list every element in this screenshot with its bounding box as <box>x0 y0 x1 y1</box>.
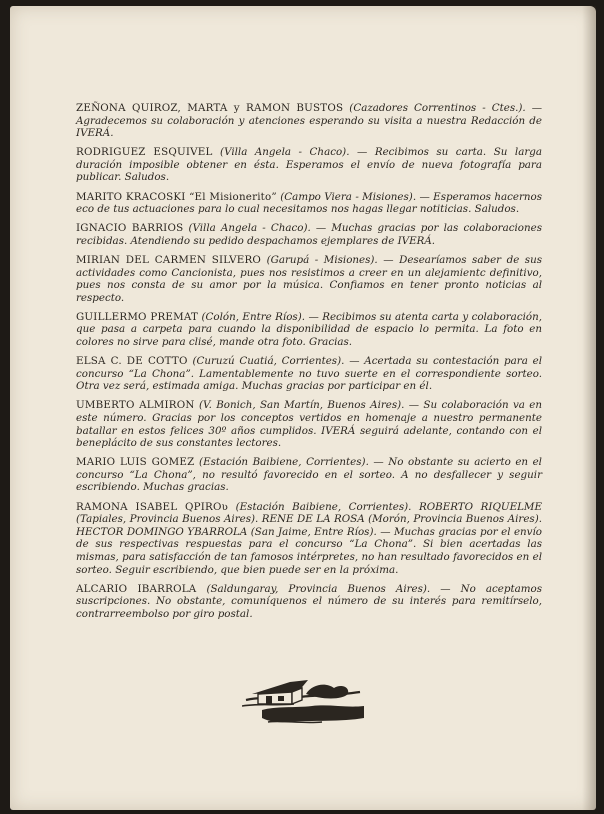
entry-name: UMBERTO ALMIRON <box>76 399 195 412</box>
reader-entry <box>76 311 542 349</box>
reader-entry <box>76 355 542 393</box>
house-landscape-icon <box>242 670 372 726</box>
entry-message: — Recibimos su carta. Su larga duración imposible obtener en ésta. Esperamos el envío de nueva fotografía para publicar. Saludos. <box>76 146 542 184</box>
entry-message: — Esperamos hacernos eco de tus actuaciones para lo cual necesitamos nos hagas llegar notiticias. Saludos. <box>76 190 543 216</box>
reader-entry <box>76 399 542 449</box>
entry-message: — No obstante su acierto en el concurso “La Chona”, no resultó favorecido en el sorteo. A no desfallecer y seguir escribiendo. Muchas gracias. <box>76 456 542 494</box>
entry-name: ELSA C. DE COTTO <box>76 355 188 368</box>
reader-entry <box>76 583 542 621</box>
document-page <box>10 6 596 810</box>
entry-location: (Saldungaray, Provincia Buenos Aires). <box>206 582 431 595</box>
entry-location: (Villa Angela - Chaco). <box>220 146 350 159</box>
entry-name: MARIO LUIS GOMEZ <box>76 456 195 469</box>
entry-location: (Estación Baibiene, Corrientes). <box>199 456 369 469</box>
entry-message: — Acertada su contestación para el concurso “La Chona”. Lamentablemente no tuvo suerte en el correspondiente sorteo. Otra vez será, estimada amiga. Muchas gracias por participar en él. <box>76 355 543 393</box>
entry-message: — Recibimos su atenta carta y colaboración, que pasa a carpeta para cuando la disponibilidad de espacio lo permita. La foto en colores no sirve para clisé, mande otra foto. Gracias. <box>76 310 542 348</box>
entry-message: — Desearíamos saber de sus actividades como Cancionista, pues nos resistimos a creer en un alejamientc definitivo, pues nos consta de su amor por la música. Confiamos en tener pronto noticias al respecto. <box>76 253 543 304</box>
page-edge-shadow <box>582 6 596 810</box>
entry-name: ALCARIO IBARROLA <box>76 582 197 595</box>
entry-name: MARITO KRACOSKI “El Misionerito” <box>76 190 277 203</box>
entry-message: — Muchas gracias por el envío de sus respectivas respuestas para el concurso “La Chona”. Si bien acertadas las mismas, para satisfacción de tan famosos intérpretes, no han resultado favorecidos en el sorteo. Seguir escribiendo, que bien puede ser en la próxima. <box>76 525 542 576</box>
entry-message: — Muchas gracias por las colaboraciones recibidas. Atendiendo su pedido despachamos ejemplares de IVERÁ. <box>76 222 542 247</box>
entry-location: (Campo Viera - Misiones). <box>280 190 417 203</box>
entry-name: GUILLERMO PREMAT <box>76 310 199 323</box>
entry-location: (Garupá - Misiones). <box>266 253 378 266</box>
entry-message: — Su colaboración va en este número. Gracias por los conceptos vertidos en homenaje a nuestro permanente batallar en estos felices 30º años cumplidos. IVERÁ seguirá adelante, contando con el beneplácito de sus constantes lectores. <box>76 399 542 450</box>
entry-location: (Villa Angela - Chaco). <box>188 222 311 235</box>
entry-location: (Colón, Entre Ríos). <box>201 310 305 323</box>
reader-entry <box>76 146 542 184</box>
reader-entry <box>76 456 542 494</box>
entry-name: RODRIGUEZ ESQUIVEL <box>76 146 213 159</box>
entry-name: IGNACIO BARRIOS <box>76 222 184 235</box>
entry-message: — No aceptamos suscripciones. No obstante, comuníquenos el número de su interés para remitírselo, contrarreembolso por giro postal. <box>76 582 543 620</box>
reader-entry <box>76 501 542 577</box>
entry-location: (V. Bonich, San Martín, Buenos Aires). <box>198 399 405 412</box>
letters-column <box>76 102 542 627</box>
entry-location: (Curuzú Cuatiá, Corrientes). <box>192 355 345 368</box>
reader-entry <box>76 191 542 216</box>
entry-message: — Agradecemos su colaboración y atenciones esperando su visita a nuestra Redacción de IVERÁ. <box>76 102 543 140</box>
entry-location: (Cazadores Correntinos - Ctes.). <box>349 102 526 114</box>
entry-name: ZEÑONA QUIROZ, MARTA y RAMON BUSTOS <box>76 102 344 114</box>
reader-entry <box>76 254 542 304</box>
entry-name: MIRIAN DEL CARMEN SILVERO <box>76 253 262 266</box>
reader-entry <box>76 222 542 247</box>
entry-name: RAMONA ISABEL QPIROʋ <box>76 500 229 513</box>
reader-entry <box>76 102 542 140</box>
entry-location: (Estación Baibiene, Corrientes). ROBERTO RIQUELME (Tapiales, Provincia Buenos Aires). RENE DE LA ROSA (Morón, Provincia Buenos Aires). HECTOR DOMINGO YBARROLA (San Jaime, Entre Ríos). <box>76 500 542 538</box>
